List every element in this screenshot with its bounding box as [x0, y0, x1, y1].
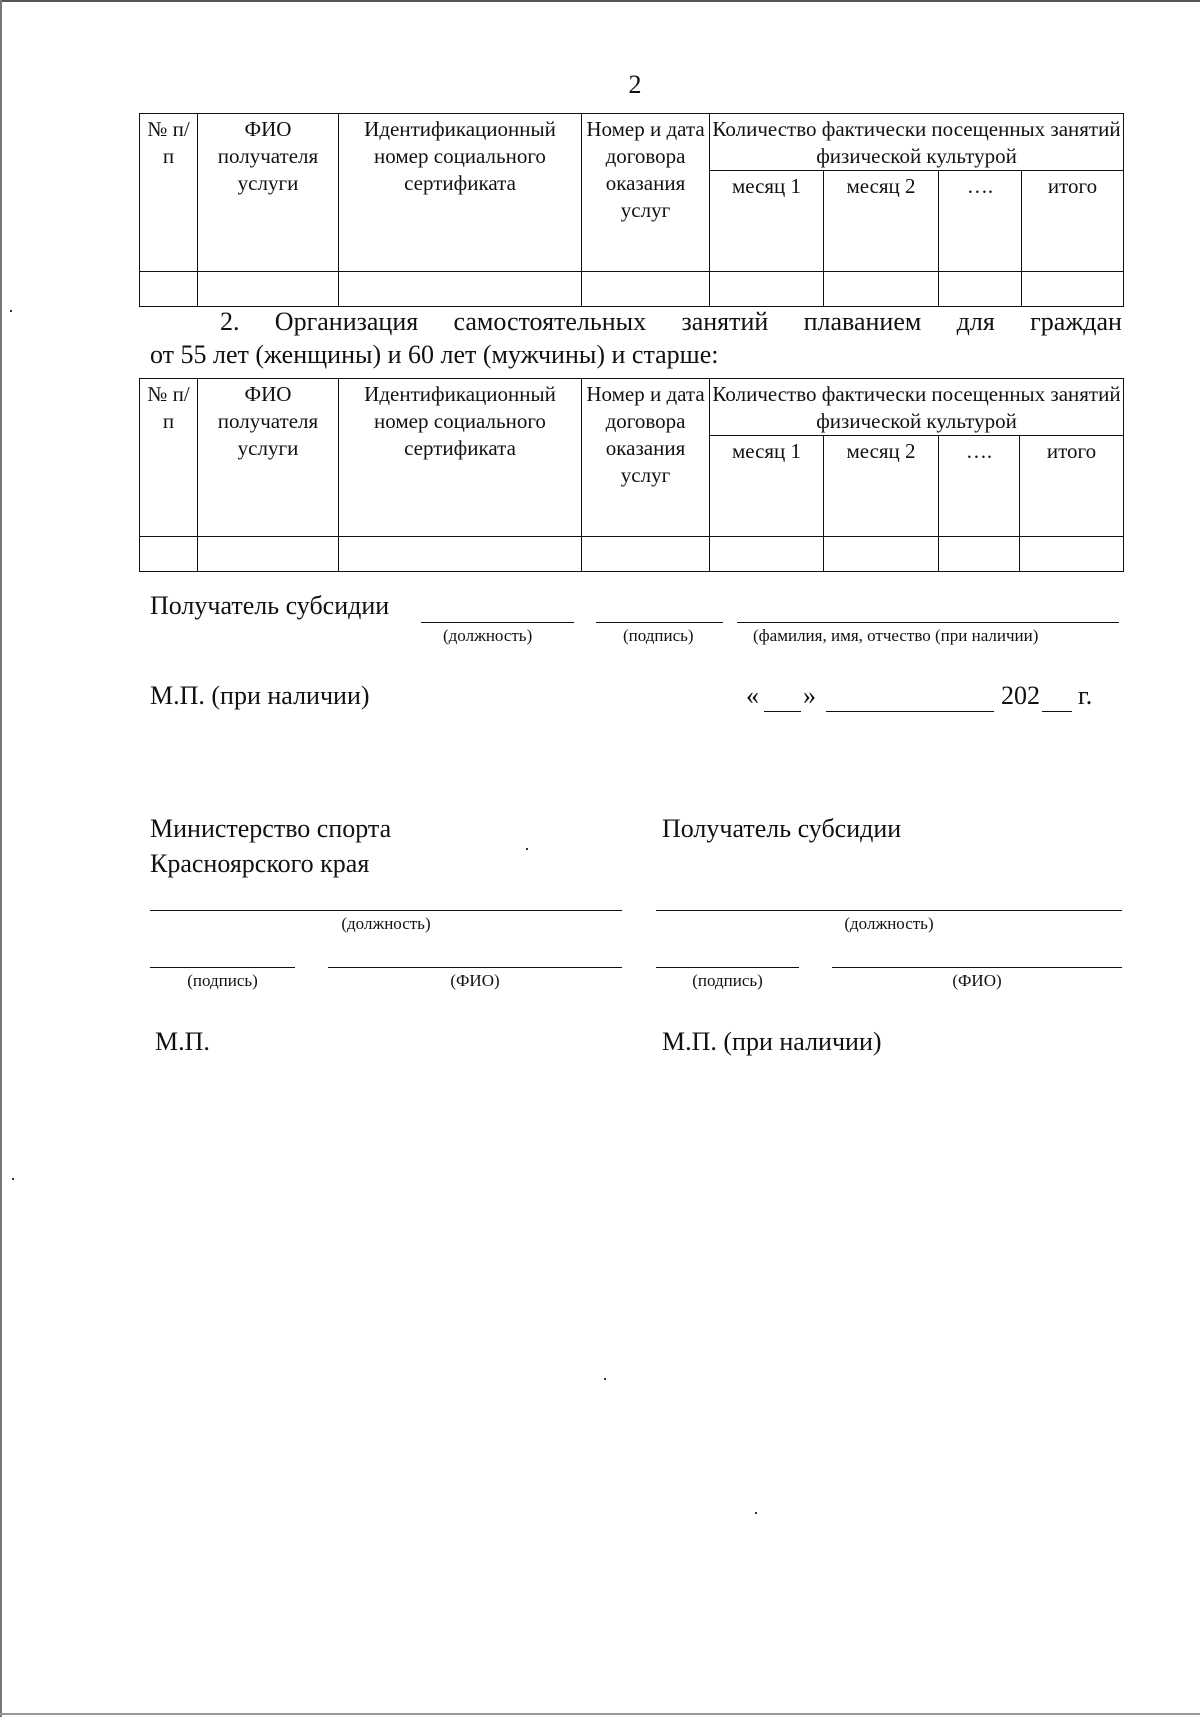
cell	[339, 537, 582, 572]
header-contract: Номер и дата договора оказания услуг	[582, 114, 710, 272]
header-count: Количество фактически посещенных занятий физической культурой	[710, 379, 1124, 436]
header-no: № п/п	[140, 114, 198, 272]
cell	[1020, 537, 1124, 572]
fullname-caption: (фамилия, имя, отчество (при наличии)	[753, 626, 1039, 645]
header-total: итого	[1022, 171, 1124, 272]
word: Организация	[274, 307, 419, 336]
left-fio-caption: (ФИО)	[450, 971, 500, 990]
page-number: 2	[628, 70, 642, 99]
word: плаванием	[803, 307, 922, 336]
right-signature-line	[656, 967, 799, 968]
right-stamp: М.П. (при наличии)	[662, 1027, 882, 1056]
cell	[824, 272, 939, 307]
left-signature-caption: (подпись)	[187, 971, 258, 990]
right-position-line	[656, 910, 1122, 911]
cell	[140, 537, 198, 572]
scan-speck	[12, 1178, 14, 1180]
section-2-line-2: от 55 лет (женщины) и 60 лет (мужчины) и старше:	[150, 340, 719, 369]
cell	[710, 537, 824, 572]
ministry-title-line-1: Министерство спорта	[150, 814, 392, 843]
section-2-line-1	[150, 305, 1122, 338]
header-count: Количество фактически посещенных занятий физической культурой	[710, 114, 1124, 171]
left-position-caption: (должность)	[341, 914, 431, 933]
left-fio-line	[328, 967, 622, 968]
header-month-2: месяц 2	[824, 436, 939, 537]
section-2-paragraph	[150, 305, 1122, 371]
right-fio-line	[832, 967, 1122, 968]
table-2	[139, 378, 1124, 572]
cell	[582, 272, 710, 307]
fullname-line	[737, 622, 1119, 623]
cell	[824, 537, 939, 572]
scan-edge-bottom	[0, 1713, 1200, 1715]
table-row	[140, 537, 1124, 572]
cell	[1022, 272, 1124, 307]
header-total: итого	[1020, 436, 1124, 537]
right-fio-caption: (ФИО)	[952, 971, 1002, 990]
scan-speck	[10, 310, 12, 312]
ministry-title-line-2: Красноярского края	[150, 849, 370, 878]
date-month-line	[826, 711, 994, 712]
scan-speck	[526, 848, 528, 850]
ministry-title	[150, 811, 391, 881]
stamp-label: М.П. (при наличии)	[150, 681, 370, 710]
left-position-line	[150, 910, 622, 911]
scan-edge-left	[0, 0, 2, 1717]
word: граждан	[1030, 307, 1122, 336]
date-open-quote: «	[746, 681, 759, 710]
scan-speck	[755, 1512, 757, 1514]
cell	[939, 537, 1020, 572]
right-signature-caption: (подпись)	[692, 971, 763, 990]
cell	[198, 537, 339, 572]
word: занятий	[681, 307, 769, 336]
table-1	[139, 113, 1124, 307]
date-year-line	[1042, 711, 1072, 712]
header-month-1: месяц 1	[710, 436, 824, 537]
header-no: № п/п	[140, 379, 198, 537]
header-fio: ФИО получателя услуги	[198, 379, 339, 537]
header-month-2: месяц 2	[824, 171, 939, 272]
signature-caption: (подпись)	[623, 626, 694, 645]
cell	[198, 272, 339, 307]
word: самостоятельных	[453, 307, 647, 336]
header-ellipsis: ….	[939, 436, 1020, 537]
header-ellipsis: ….	[939, 171, 1022, 272]
header-contract: Номер и дата договора оказания услуг	[582, 379, 710, 537]
date-year: 202	[1001, 681, 1040, 710]
date-day-line	[764, 711, 801, 712]
cell	[339, 272, 582, 307]
recipient-label: Получатель субсидии	[150, 591, 390, 620]
scan-speck	[604, 1378, 606, 1380]
signature-line	[596, 622, 723, 623]
date-close-quote: »	[803, 681, 816, 710]
header-fio: ФИО получателя услуги	[198, 114, 339, 272]
cell	[710, 272, 824, 307]
right-position-caption: (должность)	[844, 914, 934, 933]
position-caption: (должность)	[443, 626, 533, 645]
recipient-title: Получатель субсидии	[662, 814, 902, 843]
header-month-1: месяц 1	[710, 171, 824, 272]
cell	[939, 272, 1022, 307]
left-stamp: М.П.	[155, 1027, 210, 1056]
left-signature-line	[150, 967, 295, 968]
header-cert-id: Идентификационный номер социального сертификата	[339, 114, 582, 272]
cell	[140, 272, 198, 307]
table-row	[140, 272, 1124, 307]
header-cert-id: Идентификационный номер социального сертификата	[339, 379, 582, 537]
position-line	[421, 622, 574, 623]
date-year-suffix: г.	[1078, 681, 1093, 710]
word: 2.	[220, 307, 240, 336]
cell	[582, 537, 710, 572]
word: для	[956, 307, 995, 336]
scan-edge-top	[0, 0, 1200, 2]
